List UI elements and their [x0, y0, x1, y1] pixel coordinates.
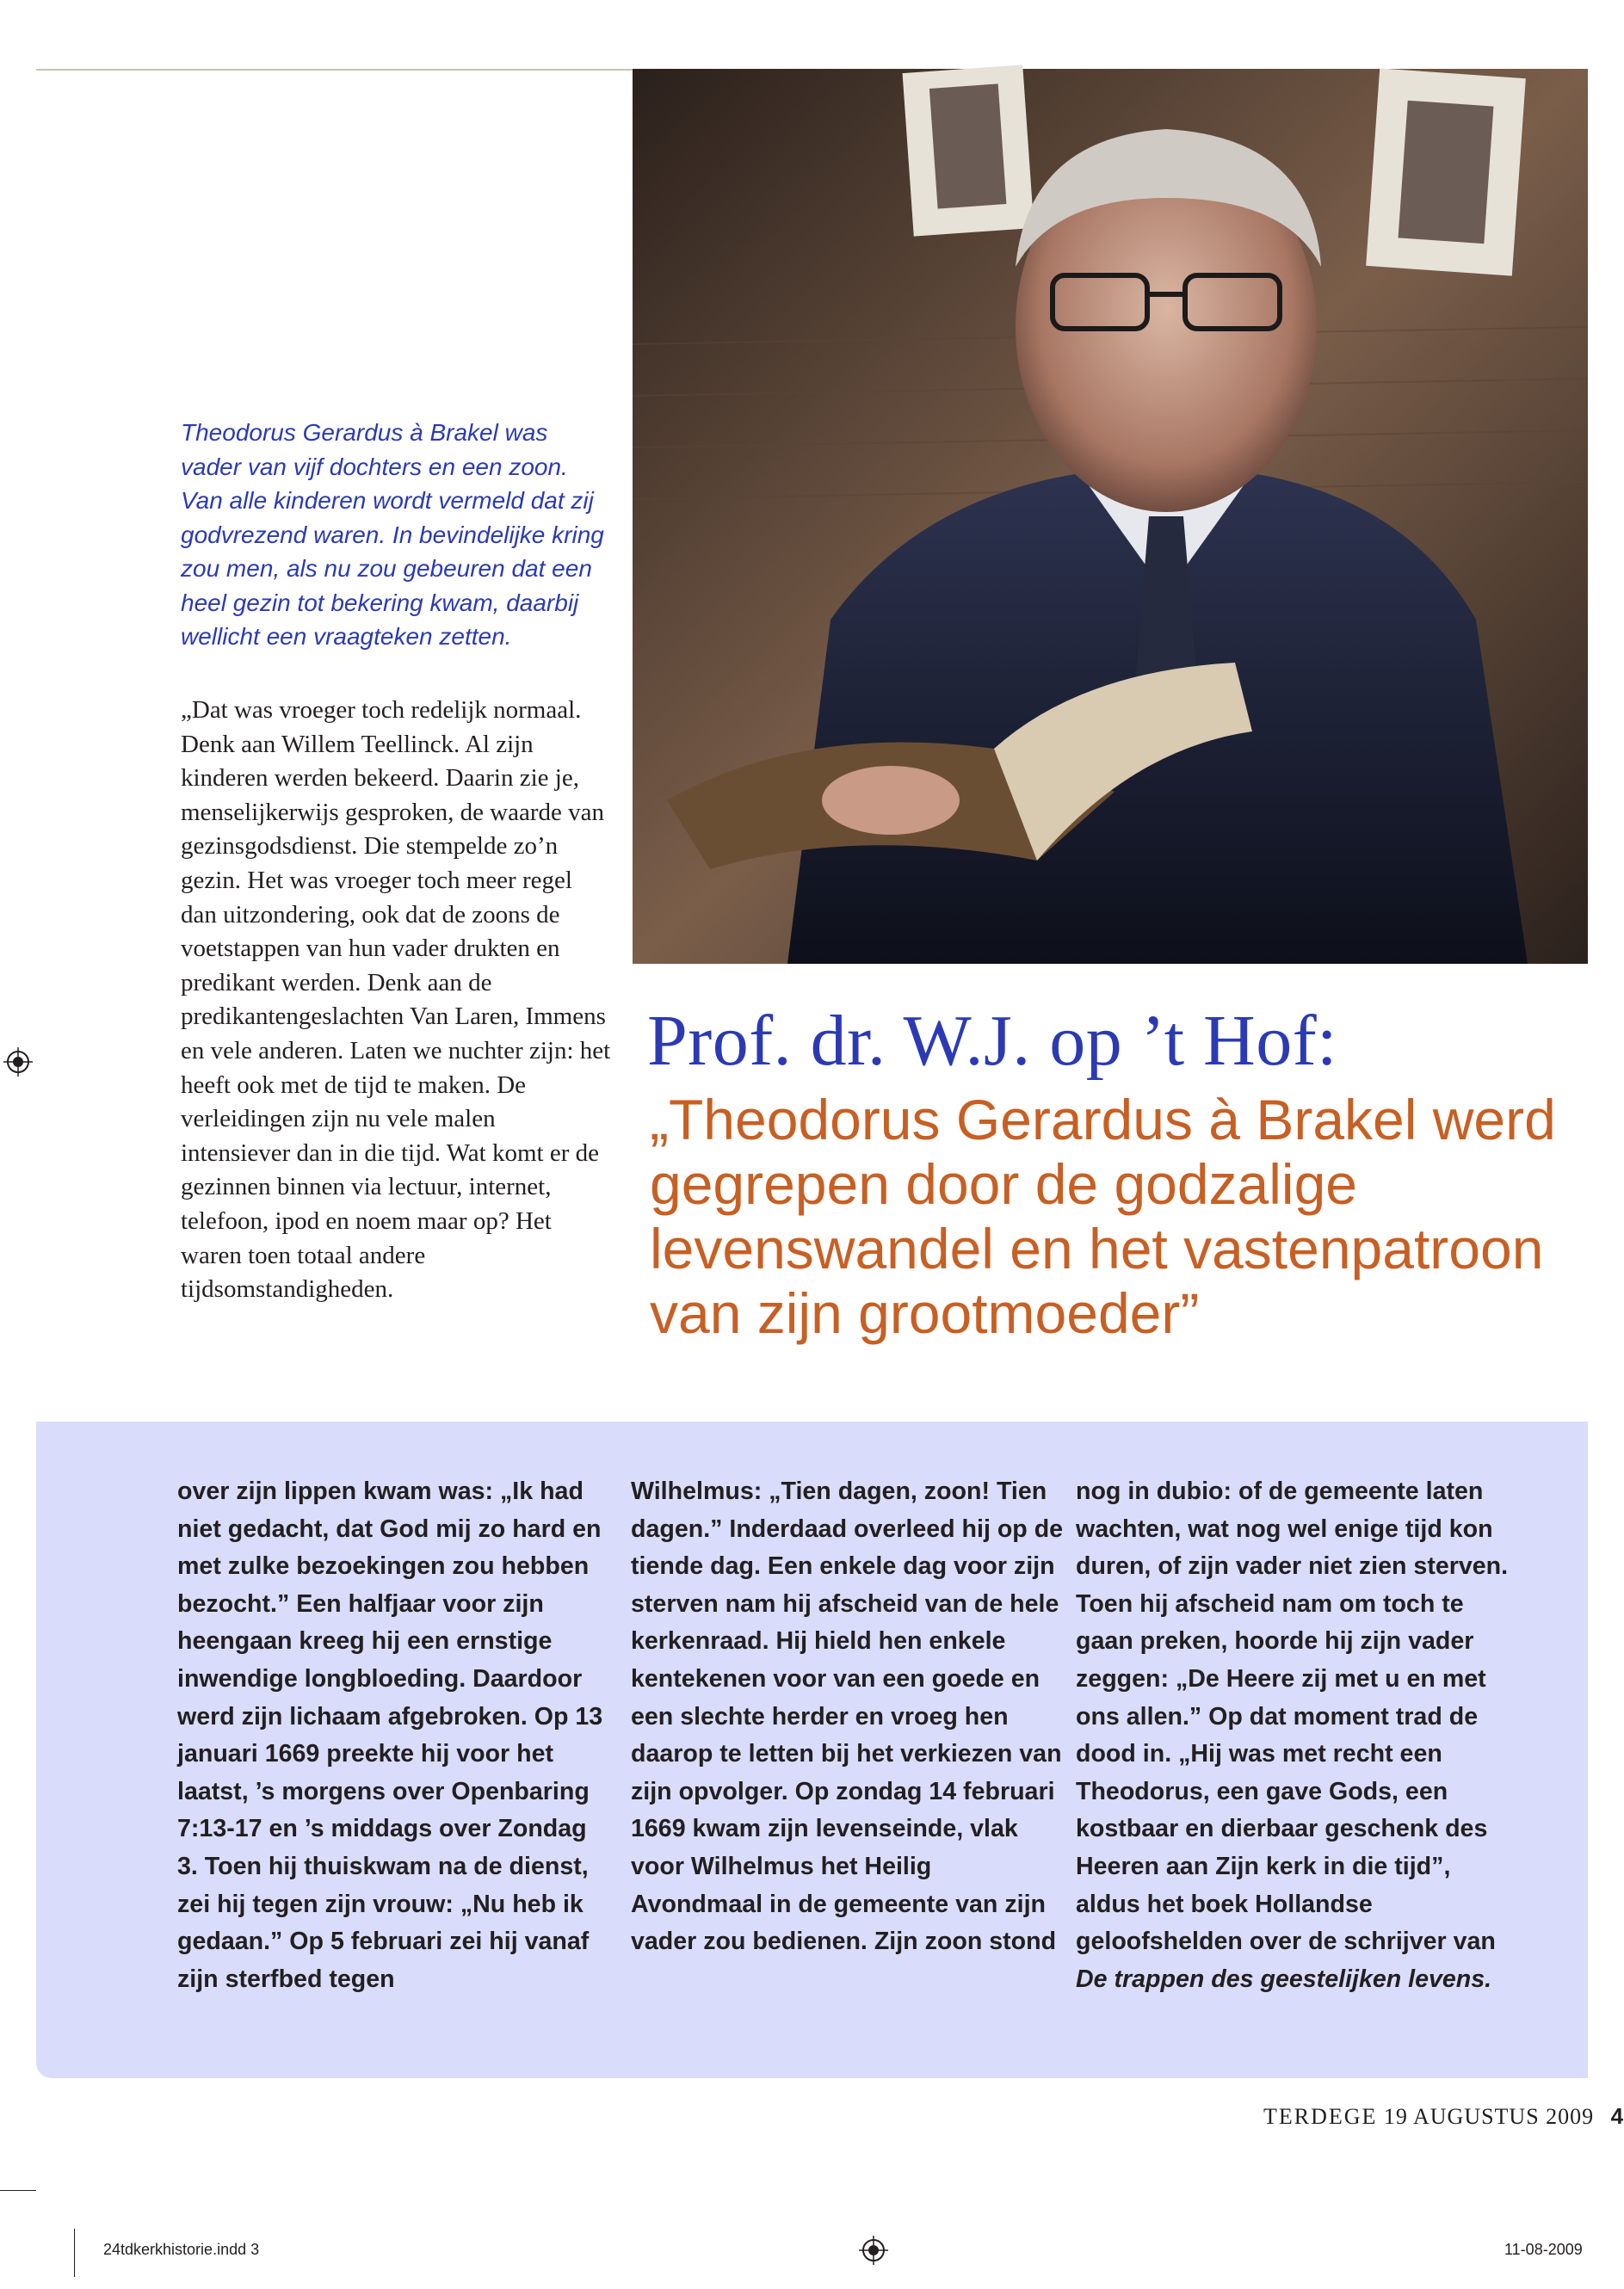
box-column-3: [1076, 1473, 1510, 1998]
magazine-name: TERDEGE: [1263, 2104, 1378, 2129]
headline-name: Prof. dr. W.J. op ’t Hof:: [647, 1001, 1338, 1081]
box-column-1-text: over zijn lippen kwam was: „Ik had niet gedacht, dat God mij zo hard en met zulke bezoekingen zou hebben bezocht.” Een halfjaar voor zijn heengaan kreeg hij een ernstige inwendige longbloeding. Daardoor werd zijn lichaam afgebroken. Op 13 januari 1669 preekte hij voor het laatst, ’s morgens over Openbaring 7:13-17 en ’s middags over Zondag 3. Toen hij thuiskwam na de dienst, zei hij tegen zijn vrouw: „Nu heb ik gedaan.” Op 5 februari zei hij vanaf zijn sterfbed tegen: [177, 1478, 603, 1993]
interview-answer: [181, 694, 611, 1307]
page-footer: [1263, 2103, 1624, 2130]
interview-answer-text: „Dat was vroeger toch redelijk normaal. Denk aan Willem Teellinck. Al zijn kinderen werden bekeerd. Daarin zie je, menselijkerwijs gesproken, de waarde van gezinsgodsdienst. Die stempelde zo’n gezin. Het was vroeger toch meer regel dan uitzondering, ook dat de zoons de voetstappen van hun vader drukten en predikant werden. Denk aan de predikantengeslachten Van Laren, Immens en vele anderen. Laten we nuchter zijn: het heeft ook met de tijd te maken. De verleidingen zijn nu vele malen intensiever dan in die tijd. Wat komt er de gezinnen binnen via lectuur, internet, telefoon, ipod en noem maar op? Het waren toen totaal andere tijdsomstandigheden.: [181, 696, 611, 1304]
issue-date: 19 AUGUSTUS 2009: [1383, 2104, 1595, 2129]
page-number: 4: [1610, 2103, 1624, 2129]
box-column-2: [631, 1473, 1065, 1961]
registration-mark-icon: [3, 1047, 33, 1077]
book-title: De trappen des geestelijken levens.: [1076, 1965, 1492, 1993]
crop-mark: [0, 2190, 36, 2191]
box-column-3-main: nog in dubio: of de gemeente laten wachten, wat nog wel enige tijd kon duren, of zijn vader niet zien sterven. Toen hij afscheid nam om toch te gaan preken, hoorde hij zijn vader zeggen: „De Heere zij met u en met ons allen.” Op dat moment trad de dood in. „Hij was met recht een Theodorus, een gave Gods, een kostbaar en dierbaar geschenk des Heeren aan Zijn kerk in die tijd”, aldus het boek Hollandse geloofshelden over de schrijver van: [1076, 1478, 1509, 1956]
slug-date: 11-08-2009: [1504, 2241, 1583, 2258]
registration-mark-icon: [859, 2236, 888, 2265]
box-column-1: [177, 1473, 612, 1998]
interview-question-text: Theodorus Gerardus à Brakel was vader van vijf dochters en een zoon. Van alle kinderen wordt vermeld dat zij godvrezend waren. In bevindelijke kring zou men, als nu zou gebeuren dat een heel gezin tot bekering kwam, daarbij wellicht een vraagteken zetten.: [181, 419, 604, 650]
portrait-illustration: [633, 69, 1588, 964]
box-column-2-text: Wilhelmus: „Tien dagen, zoon! Tien dagen.” Inderdaad overleed hij op de tiende dag. Een enkele dag voor zijn sterven nam hij afscheid van de hele kerkenraad. Hij hield hen enkele kentekenen voor van een goede en een slechte herder en vroeg hen daarop te letten bij het verkiezen van zijn opvolger. Op zondag 14 februari 1669 kwam zijn levenseinde, vlak voor Wilhelmus het Heilig Avondmaal in de gemeente van zijn vader zou bedienen. Zijn zoon stond: [631, 1478, 1064, 1956]
headline-quote-text: „Theodorus Gerardus à Brakel werd gegrepen door de godzalige levenswandel en het vastenpatroon van zijn grootmoeder”: [650, 1088, 1556, 1345]
top-rule: [36, 69, 639, 71]
headline-quote: [650, 1088, 1584, 1346]
box-column-3-text: [1076, 1473, 1510, 1998]
slug-filename: 24tdkerkhistorie.indd 3: [103, 2241, 260, 2258]
portrait-photo: [633, 69, 1588, 964]
interview-question: [181, 416, 611, 654]
crop-mark: [74, 2229, 75, 2277]
